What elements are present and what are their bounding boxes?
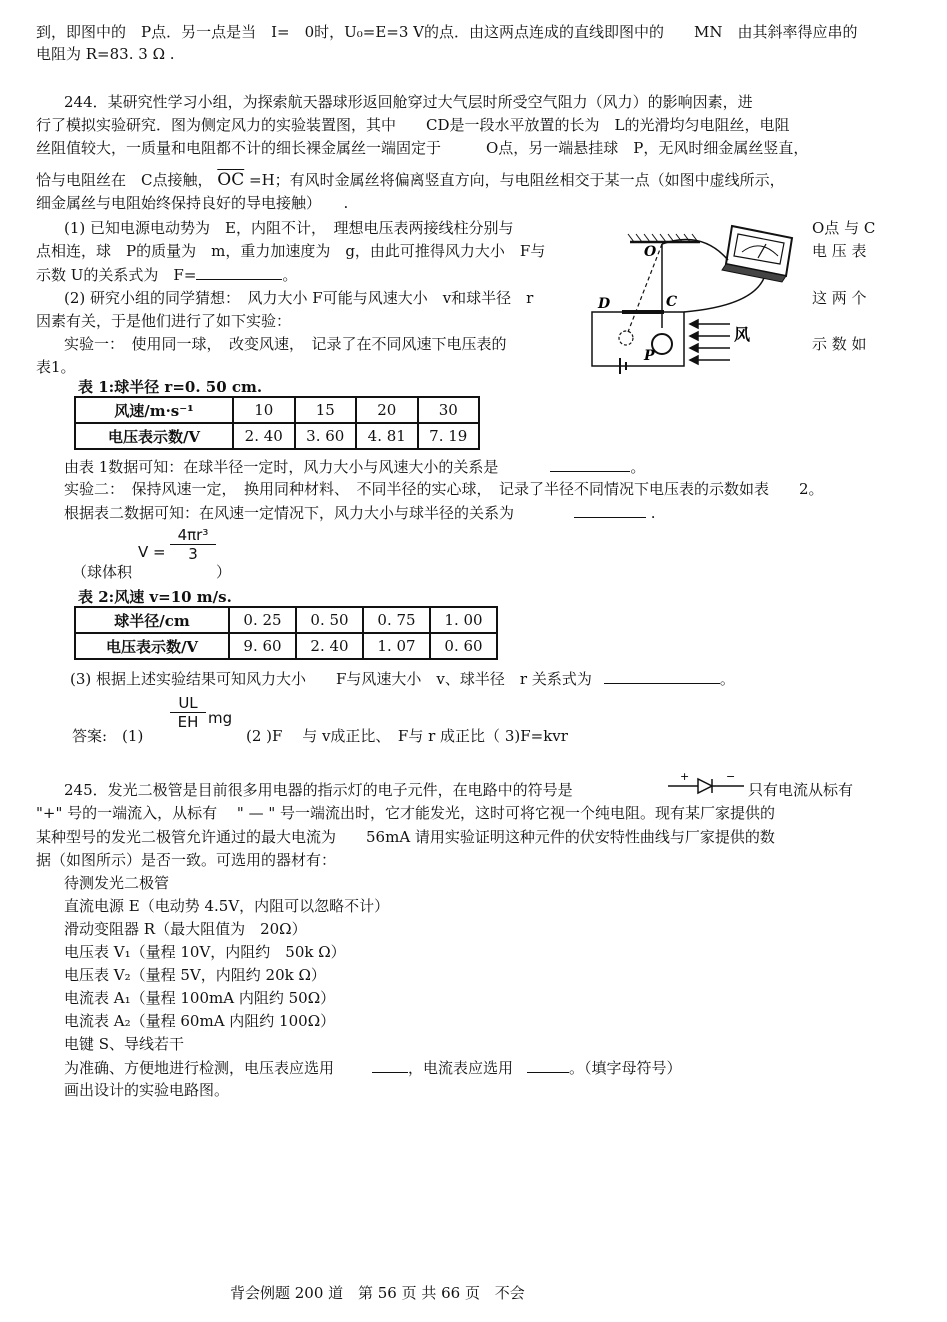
table1-cell: 4. 81 bbox=[356, 423, 418, 449]
label-d: D bbox=[598, 296, 611, 312]
table2-cell: 2. 40 bbox=[296, 633, 363, 659]
table2-head-radius: 球半径/cm bbox=[75, 607, 229, 633]
volume-v: V = bbox=[138, 543, 166, 561]
selection-question: 为准确、方便地进行检测，电压表应选用 ，电流表应选用 。（填字母符号） bbox=[64, 1059, 682, 1077]
table2-caption: 表 2:风速 v=10 m/s. bbox=[78, 588, 232, 606]
label-c: C bbox=[666, 294, 678, 310]
q244-part2-d: 表1。 bbox=[36, 358, 76, 376]
answer-rest: (2 )F 与 v成正比、 F与 r 成正比（ 3)F=kvr bbox=[246, 727, 568, 745]
table2-row-radius bbox=[75, 607, 497, 633]
q244-part1-a: (1) 已知电源电动势为 E，内阻不计， 理想电压表两接线柱分别与 bbox=[64, 219, 514, 237]
table2 bbox=[74, 606, 498, 660]
page-footer bbox=[230, 1282, 535, 1303]
volume-denominator: 3 bbox=[188, 545, 198, 563]
q244-part2-a-right: 这 两 个 bbox=[812, 289, 867, 307]
q244-part3: (3) 根据上述实验结果可知风力大小 F与风速大小 v、球半径 r 关系式为 。 bbox=[70, 670, 735, 688]
intro-line-2: 电阻为 R=83. 3 Ω . bbox=[36, 45, 175, 63]
q244-line-4b: =H；有风时金属丝将偏离竖直方向，与电阻丝相交于某一点（如图中虚线所示， bbox=[249, 171, 785, 189]
q245-line-3: 某种型号的发光二极管允许通过的最大电流为 56mA 请用实验证明这种元件的伏安特性曲线与厂家提供的数 bbox=[36, 828, 775, 846]
equipment-item: 电流表 A₂（量程 60mA 内阻约 100Ω） bbox=[64, 1012, 336, 1030]
table2-head-voltage: 电压表示数/V bbox=[75, 633, 229, 659]
answer-blank-formula[interactable] bbox=[604, 668, 720, 684]
q244-part1-b: 点相连，球 P的质量为 m，重力加速度为 g，由此可推得风力大小 F与 bbox=[36, 242, 546, 260]
equipment-item: 直流电源 E（电动势 4.5V，内阻可以忽略不计） bbox=[64, 897, 390, 915]
answer-blank-ammeter[interactable] bbox=[527, 1057, 569, 1073]
table2-row-voltage bbox=[75, 633, 497, 659]
table1-cell: 2. 40 bbox=[233, 423, 295, 449]
q245-line-2: "+" 号的一端流入，从标有 " — " 号一端流出时，它才能发光，这时可将它视一个纯电阻。现有某厂家提供的 bbox=[36, 804, 776, 822]
q244-part2-a: (2) 研究小组的同学猜想： 风力大小 F可能与风速大小 v和球半径 r bbox=[64, 289, 534, 307]
table1-cell: 20 bbox=[356, 397, 418, 423]
equipment-item: 电键 S、导线若干 bbox=[64, 1035, 185, 1053]
q245-line-4: 据（如图所示）是否一致。可选用的器材有： bbox=[36, 851, 337, 869]
table2-cell: 0. 60 bbox=[430, 633, 497, 659]
table2-cell: 9. 60 bbox=[229, 633, 296, 659]
draw-circuit-instruction: 画出设计的实验电路图。 bbox=[64, 1081, 230, 1099]
answer-blank-voltmeter[interactable] bbox=[372, 1057, 408, 1073]
answer-blank-f[interactable] bbox=[196, 264, 282, 280]
table1-cell: 30 bbox=[418, 397, 480, 423]
table1-head-voltage: 电压表示数/V bbox=[75, 423, 233, 449]
equipment-item: 电流表 A₁（量程 100mA 内阻约 50Ω） bbox=[64, 989, 336, 1007]
q244-part2-c-right: 示 数 如 bbox=[812, 335, 867, 353]
voltmeter-icon bbox=[722, 226, 792, 282]
volume-fraction bbox=[170, 526, 216, 563]
footer-page: 第 56 页 共 66 页 bbox=[357, 1284, 480, 1302]
diode-minus: − bbox=[726, 770, 736, 783]
q244-part2-b: 因素有关，于是他们进行了如下实验： bbox=[36, 312, 292, 330]
table1-head-speed: 风速/m·s⁻¹ bbox=[75, 397, 233, 423]
table2-cell: 1. 00 bbox=[430, 607, 497, 633]
q244-line-4 bbox=[36, 170, 785, 190]
q244-line-5: 细金属丝与电阻始终保持良好的导电接触） . bbox=[36, 194, 349, 212]
table1 bbox=[74, 396, 480, 450]
diode-symbol-icon bbox=[666, 770, 746, 798]
equipment-item: 滑动变阻器 R（最大阻值为 20Ω） bbox=[64, 920, 307, 938]
label-p: P bbox=[644, 348, 655, 364]
q245-line-1a: 245．发光二极管是目前很多用电器的指示灯的电子元件，在电路中的符号是 bbox=[64, 781, 573, 799]
table1-cell: 3. 60 bbox=[295, 423, 357, 449]
q244-part1-a-right: O点 与 C bbox=[812, 219, 876, 237]
table2-cell: 0. 75 bbox=[363, 607, 430, 633]
q244-line-3: 丝阻值较大，一质量和电阻都不计的细长裸金属丝一端固定于 O点，另一端悬挂球 P，无风时细金属丝竖直， bbox=[36, 139, 809, 157]
footer-tail: 不会 bbox=[494, 1284, 525, 1302]
table1-row-speed bbox=[75, 397, 479, 423]
q245-line-1b: 只有电流从标有 bbox=[748, 781, 854, 799]
answer-mg: mg bbox=[208, 709, 233, 727]
q244-part1-c: 示数 U的关系式为 F= 。 bbox=[36, 266, 298, 284]
q244-line-1: 244．某研究性学习小组，为探索航天器球形返回舱穿过大气层时所受空气阻力（风力）的影响因素，进 bbox=[64, 93, 753, 111]
footer-title: 背会例题 200 道 bbox=[230, 1284, 344, 1302]
q244-part2-c: 实验一： 使用同一球， 改变风速， 记录了在不同风速下电压表的 bbox=[64, 335, 507, 353]
table1-cell: 7. 19 bbox=[418, 423, 480, 449]
answer-numerator: UL bbox=[170, 694, 206, 713]
experiment2-line-1: 实验二： 保持风速一定， 换用同种材料、 不同半径的实心球， 记录了半径不同情况下电压表的示数如表 2。 bbox=[64, 480, 824, 498]
equipment-item: 电压表 V₂（量程 5V，内阻约 20k Ω） bbox=[64, 966, 326, 984]
q244-line-4a: 恰与电阻丝在 C点接触， bbox=[36, 171, 213, 189]
table1-row-voltage bbox=[75, 423, 479, 449]
label-o: O bbox=[644, 244, 657, 260]
answer-blank-speed-relation[interactable] bbox=[550, 456, 630, 472]
volume-close: ） bbox=[216, 563, 232, 581]
q244-line-2: 行了模拟实验研究．图为侧定风力的实验装置图，其中 CD是一段水平放置的长为 L的光滑均匀电阻丝，电阻 bbox=[36, 116, 790, 134]
table1-conclusion: 由表 1数据可知：在球半径一定时，风力大小与风速大小的关系是 。 bbox=[64, 458, 646, 476]
answer-fraction bbox=[170, 694, 206, 731]
table2-cell: 0. 50 bbox=[296, 607, 363, 633]
volume-label: （球体积 bbox=[72, 563, 133, 581]
answer-denominator: EH bbox=[177, 713, 199, 731]
diode-plus: + bbox=[680, 770, 690, 783]
equipment-item: 电压表 V₁（量程 10V，内阻约 50k Ω） bbox=[64, 943, 346, 961]
table1-cell: 15 bbox=[295, 397, 357, 423]
q244-part1-b-right: 电 压 表 bbox=[812, 242, 867, 260]
equipment-item: 待测发光二极管 bbox=[64, 874, 170, 892]
label-wind: 风 bbox=[734, 325, 751, 344]
experiment2-line-2: 根据表二数据可知：在风速一定情况下，风力大小与球半径的关系为 . bbox=[64, 504, 656, 522]
answer-blank-radius-relation[interactable] bbox=[574, 502, 646, 518]
table1-cell: 10 bbox=[233, 397, 295, 423]
wind-apparatus-figure bbox=[582, 220, 802, 380]
volume-numerator: 4πr³ bbox=[170, 526, 216, 545]
answer-label: 答案: (1) bbox=[72, 727, 144, 745]
oc-overline: $\overline{OC}$ bbox=[217, 170, 245, 190]
table1-caption: 表 1:球半径 r=0. 50 cm. bbox=[78, 378, 263, 396]
intro-line-1: 到，即图中的 P点．另一点是当 I= 0时，U₀=E=3 V的点．由这两点连成的直线即图中的 MN 由其斜率得应串的 bbox=[36, 23, 858, 41]
table2-cell: 0. 25 bbox=[229, 607, 296, 633]
table2-cell: 1. 07 bbox=[363, 633, 430, 659]
